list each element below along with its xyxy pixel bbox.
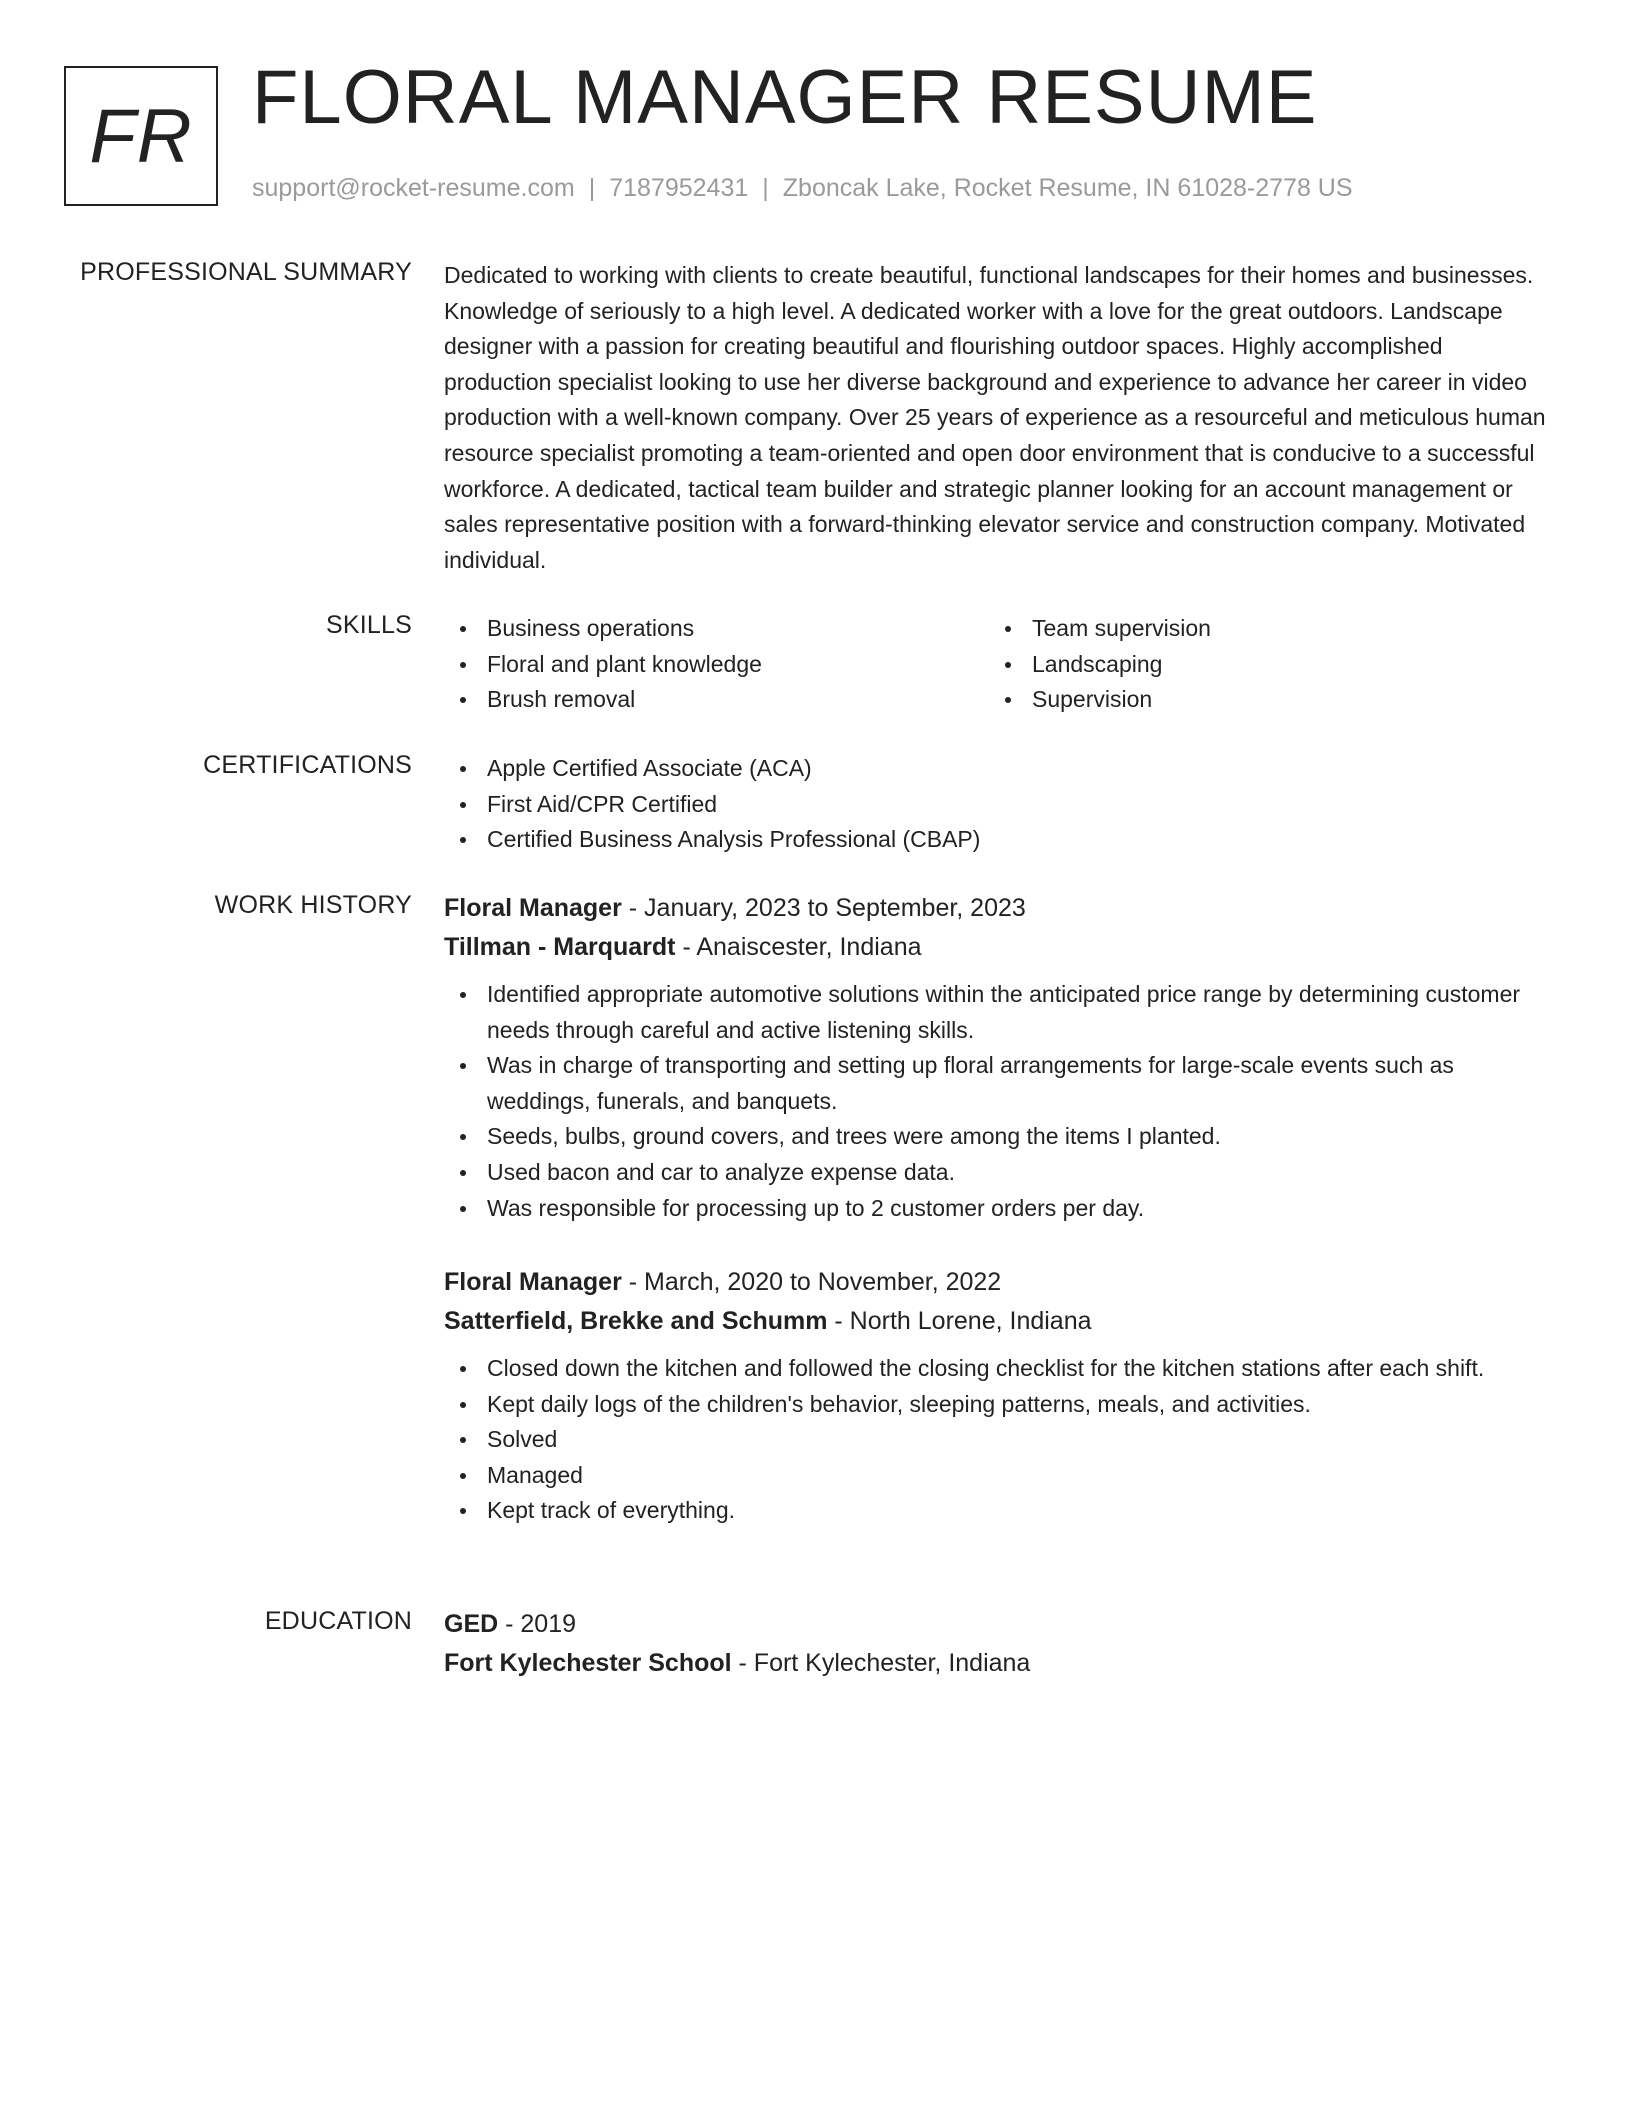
job-role: Floral Manager: [444, 1268, 622, 1296]
job-bullet: Kept track of everything.: [444, 1493, 1554, 1529]
work-history-heading: WORK HISTORY: [214, 891, 412, 919]
initials: FR: [89, 93, 193, 179]
skills-list: [444, 611, 1554, 718]
job-bullets: [444, 977, 1554, 1226]
job-bullet: Seeds, bulbs, ground covers, and trees were among the items I planted.: [444, 1119, 1554, 1155]
job-bullets: [444, 1351, 1554, 1529]
certifications-list: [444, 751, 1554, 858]
skills-column-left: [444, 611, 989, 718]
education-degree: GED: [444, 1610, 499, 1638]
summary-heading: PROFESSIONAL SUMMARY: [80, 258, 412, 286]
skill-item: Supervision: [989, 682, 1534, 718]
contact-separator: |: [588, 174, 596, 202]
job-company-line: [444, 928, 1554, 967]
page-title: FLORAL MANAGER RESUME: [252, 55, 1318, 140]
job-bullet: Was in charge of transporting and setting up floral arrangements for large-scale events such as weddings, funerals, and banquets.: [444, 1048, 1554, 1119]
job-bullet: Used bacon and car to analyze expense data.: [444, 1155, 1554, 1191]
contact-email[interactable]: support@rocket-resume.com: [252, 174, 575, 202]
job-title-line: [444, 889, 1554, 928]
certification-item: First Aid/CPR Certified: [444, 787, 1554, 823]
contact-phone[interactable]: 7187952431: [609, 174, 749, 202]
job-location: - Anaiscester, Indiana: [675, 933, 922, 961]
job-dates: - March, 2020 to November, 2022: [621, 1268, 1002, 1296]
job-bullet: Managed: [444, 1458, 1554, 1494]
job-bullet: Solved: [444, 1422, 1554, 1458]
skill-item: Business operations: [444, 611, 989, 647]
skill-item: Landscaping: [989, 647, 1534, 683]
job-company: Satterfield, Brekke and Schumm: [444, 1307, 828, 1335]
skill-item: Floral and plant knowledge: [444, 647, 989, 683]
job-bullet: Kept daily logs of the children's behavior, sleeping patterns, meals, and activities.: [444, 1387, 1554, 1423]
job-bullet: Closed down the kitchen and followed the closing checklist for the kitchen stations after each shift.: [444, 1351, 1554, 1387]
education-year: - 2019: [498, 1610, 577, 1638]
job-company-line: [444, 1302, 1554, 1341]
skill-item: Team supervision: [989, 611, 1534, 647]
job-title-line: [444, 1263, 1554, 1302]
certification-item: Certified Business Analysis Professional (CBAP): [444, 822, 1554, 858]
skill-item: Brush removal: [444, 682, 989, 718]
education-degree-line: [444, 1605, 1554, 1644]
job-company: Tillman - Marquardt: [444, 933, 676, 961]
education-school: Fort Kylechester School: [444, 1649, 732, 1677]
job-bullet: Identified appropriate automotive solutions within the anticipated price range by determining customer needs through careful and active listening skills.: [444, 977, 1554, 1048]
job-dates: - January, 2023 to September, 2023: [621, 894, 1026, 922]
monogram-logo: [64, 66, 218, 206]
certifications-heading: CERTIFICATIONS: [203, 751, 412, 779]
job-role: Floral Manager: [444, 894, 622, 922]
education-school-line: [444, 1644, 1554, 1683]
education-heading: EDUCATION: [264, 1607, 412, 1635]
education-location: - Fort Kylechester, Indiana: [731, 1649, 1031, 1677]
contact-address: Zboncak Lake, Rocket Resume, IN 61028-2778 US: [782, 174, 1353, 202]
contact-separator: |: [762, 174, 769, 202]
education-entry: [444, 1605, 1554, 1683]
job-entry: [444, 1263, 1554, 1529]
summary-text: Dedicated to working with clients to create beautiful, functional landscapes for their homes and businesses. Knowledge of seriously to a high level. A dedicated worker with a love for the great outdoors. Landscape designer with a passion for creating beautiful and flourishing outdoor spaces. Highly accomplished production specialist looking to use her diverse background and experience to advance her career in video production with a well-known company. Over 25 years of experience as a resourceful and meticulous human resource specialist promoting a team-oriented and open door environment that is conducive to a successful workforce. A dedicated, tactical team builder and strategic planner looking for an account management or sales representative position with a forward-thinking elevator service and construction company. Motivated individual.: [444, 262, 1546, 573]
contact-line: [252, 174, 1353, 203]
certification-item: Apple Certified Associate (ACA): [444, 751, 1554, 787]
skills-column-right: [989, 611, 1534, 718]
job-bullet: Was responsible for processing up to 2 customer orders per day.: [444, 1191, 1554, 1227]
job-entry: [444, 889, 1554, 1226]
job-location: - North Lorene, Indiana: [827, 1307, 1092, 1335]
skills-heading: SKILLS: [326, 611, 412, 639]
